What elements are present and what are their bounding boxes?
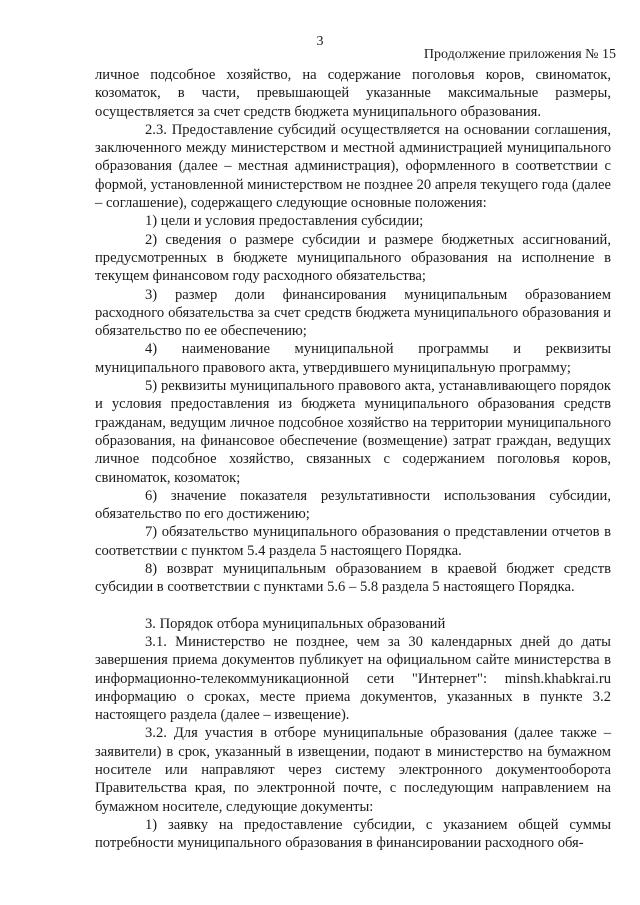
paragraph-2-3: 2.3. Предоставление субсидий осуществляется на основании соглашения, заключенного между министерством и местной администрацией муниципального образования (далее – местная администрация), оформленного в соответствии с формой, установленной министерством не позднее 20 апреля текущего года (далее – соглашение), содержащего следующие основные положения:: [95, 121, 611, 212]
section-heading-3: 3. Порядок отбора муниципальных образований: [145, 615, 446, 632]
list-item-6: 6) значение показателя результативности использования субсидии, обязательство по его достижению;: [95, 487, 611, 523]
document-body: [95, 66, 611, 852]
spacer: [95, 597, 611, 615]
list-item-2: 2) сведения о размере субсидии и размере бюджетных ассигнований, предусмотренных в бюджете муниципального образования на исполнение в текущем финансовом году расходного обязательства;: [95, 231, 611, 285]
list-item-1: 1) цели и условия предоставления субсидии;: [145, 213, 424, 230]
paragraph-3-2: 3.2. Для участия в отборе муниципальные образования (далее также – заявители) в срок, указанный в извещении, подают в министерство на бумажном носителе или направляют через систему электронного документооборота Правительства края, по электронной почте, с последующим направлением на бумажном носителе, следующие документы:: [95, 725, 611, 815]
list-item-4: 4) наименование муниципальной программы и реквизиты муниципального правового акта, утвердившего муниципальную программу;: [95, 341, 611, 376]
page-number: 3: [316, 34, 324, 49]
list-item-8: 8) возврат муниципальным образованием в краевой бюджет средств субсидии в соответствии с пунктами 5.6 – 5.8 раздела 5 настоящего Порядка.: [95, 561, 611, 596]
list-item-application: 1) заявку на предоставление субсидии, с указанием общей суммы потребности муниципального образования в финансировании расходного обя-: [95, 816, 611, 852]
appendix-note: Продолжение приложения № 15: [423, 47, 616, 62]
list-item-7: 7) обязательство муниципального образования о представлении отчетов в соответствии с пунктом 5.4 раздела 5 настоящего Порядка.: [95, 524, 611, 559]
list-item-5: 5) реквизиты муниципального правового акта, устанавливающего порядок и условия предоставления из бюджета муниципального образования средств гражданам, ведущим личное подсобное хозяйство на территории муниципального образования, на финансовое обеспечение (возмещение) затрат граждан, ведущих личное подсобное хозяйство, связанных с содержанием поголовья коров, свиноматок, козоматок;: [95, 378, 611, 486]
list-item-3: 3) размер доли финансирования муниципальным образованием расходного обязательства за счет средств бюджета муниципального образования и обязательство по ее обеспечению;: [95, 286, 611, 340]
paragraph-continuation: личное подсобное хозяйство, на содержание поголовья коров, свиноматок, козоматок, в части, превышающей указанные максимальные размеры, осуществляется за счет средств бюджета муниципального образования.: [95, 67, 611, 120]
paragraph-3-1: 3.1. Министерство не позднее, чем за 30 календарных дней до даты завершения приема документов публикует на официальном сайте министерства в информационно-телекоммуникационной сети "Интернет": minsh.khabkrai.ru информацию о сроках, месте приема документов, указанных в пункте 3.2 настоящего раздела (далее – извещение).: [95, 633, 611, 724]
